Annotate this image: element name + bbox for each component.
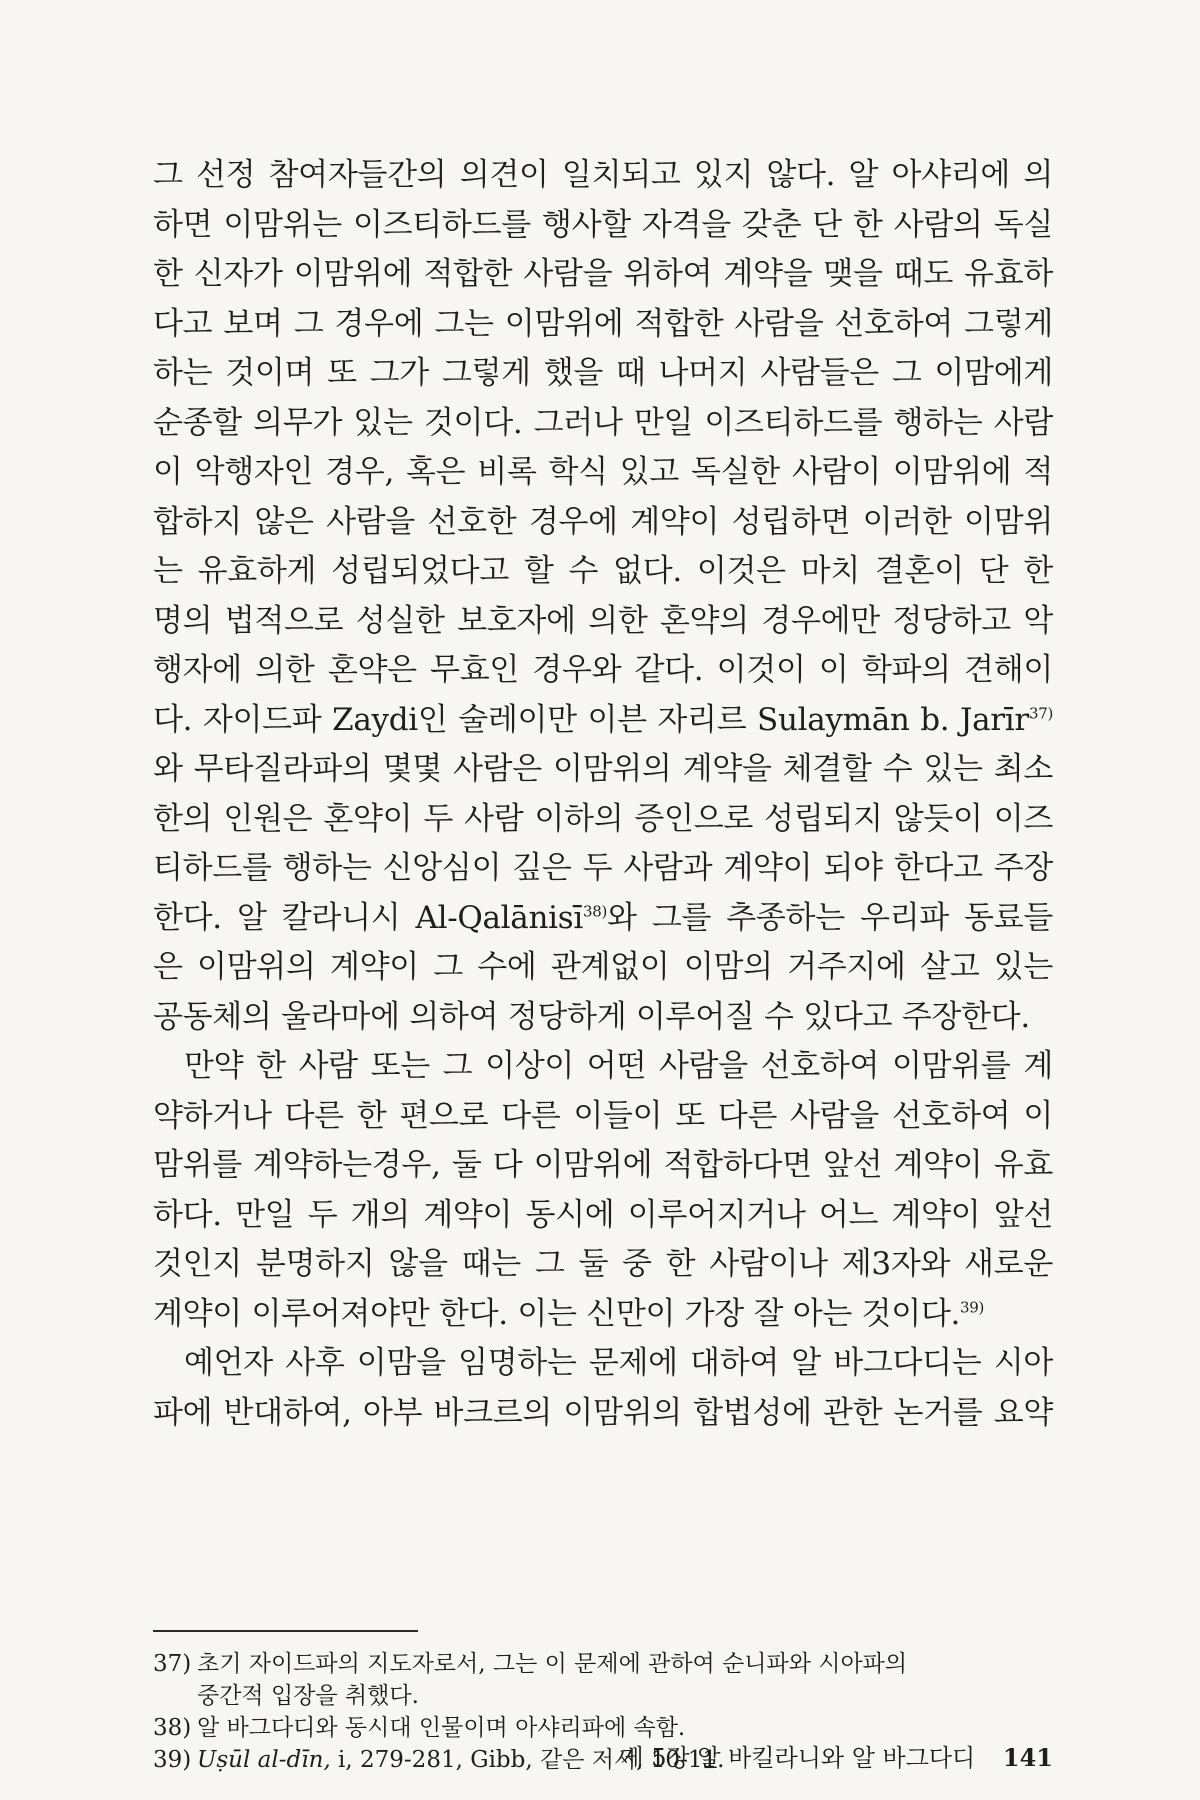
text-line-content: 공동체의 울라마에 의하여 정당하게 이루어질 수 있다고 주장한다. xyxy=(153,998,1030,1035)
text-line-content: 맘위를 계약하는경우, 둘 다 이맘위에 적합하다면 앞선 계약이 유효 xyxy=(153,1147,1053,1183)
text-line-content: 와 그를 추종하는 우리파 동료들 xyxy=(607,899,1053,936)
text-line-content: 명의 법적으로 성실한 보호자에 의한 혼약의 경우에만 정당하고 악 xyxy=(153,602,1053,639)
text-line xyxy=(153,1191,1053,1241)
text-line xyxy=(153,547,1053,597)
body-text xyxy=(153,151,1053,1438)
text-line xyxy=(153,1240,1053,1290)
text-line xyxy=(153,745,1053,795)
text-line-content: 하면 이맘위는 이즈티하드를 행사할 자격을 갖춘 단 한 사람의 독실 xyxy=(153,206,1053,243)
text-line-content: 파에 반대하여, 아부 바크르의 이맘위의 합법성에 관한 논거를 요약 xyxy=(153,1394,1053,1431)
text-line-content: 합하지 않은 사람을 선호한 경우에 계약이 성립하면 이러한 이맘위 xyxy=(153,503,1053,540)
text-line-content: 한의 인원은 혼약이 두 사람 이하의 증인으로 성립되지 않듯이 이즈 xyxy=(153,800,1053,837)
text-line-content: 하다. 만일 두 개의 계약이 동시에 이루어지거나 어느 계약이 앞선 xyxy=(153,1196,1053,1233)
text-line xyxy=(153,1042,1053,1092)
text-line-content: 행자에 의한 혼약은 무효인 경우와 같다. 이것이 이 학파의 견해이 xyxy=(153,652,1053,688)
text-line-content: 한다. 알 칼라니시 Al-Qalānisī xyxy=(153,899,583,936)
text-line-content: 그 선정 참여자들간의 의견이 일치되고 있지 않다. 알 아샤리에 의 xyxy=(153,157,1053,193)
text-line xyxy=(153,448,1053,498)
text-line xyxy=(153,1141,1053,1191)
text-line-content: 한 신자가 이맘위에 적합한 사람을 위하여 계약을 맺을 때도 유효하 xyxy=(153,256,1053,292)
text-line xyxy=(153,151,1053,201)
text-line xyxy=(153,1092,1053,1142)
text-line-content: 약하거나 다른 한 편으로 다른 이들이 또 다른 사람을 선호하여 이 xyxy=(153,1097,1053,1134)
footnote-text: i, 279-281, Gibb, 같은 저서, 10-11. xyxy=(330,1747,725,1773)
text-line-content: 예언자 사후 이맘을 임명하는 문제에 대하여 알 바그다디는 시아 xyxy=(184,1345,1053,1381)
text-line xyxy=(153,1339,1053,1389)
text-line-content: 것인지 분명하지 않을 때는 그 둘 중 한 사람이나 제3자와 새로운 xyxy=(153,1246,1053,1282)
text-line-content: 은 이맘위의 계약이 그 수에 관계없이 이맘의 거주지에 살고 있는 xyxy=(153,949,1053,985)
text-line-content: 이 악행자인 경우, 혹은 비록 학식 있고 독실한 사람이 이맘위에 적 xyxy=(153,454,1053,490)
text-line-content: 와 무타질라파의 몇몇 사람은 이맘위의 계약을 체결할 수 있는 최소 xyxy=(153,751,1053,787)
footnote-ref: 37) xyxy=(1028,704,1053,723)
text-line xyxy=(153,795,1053,845)
footnote-title: Uṣūl al-dīn, xyxy=(197,1747,331,1773)
footnote-text: 알 바그다디와 동시대 인물이며 아샤리파에 속함. xyxy=(197,1715,686,1741)
text-line xyxy=(153,894,1053,944)
text-line xyxy=(153,399,1053,449)
text-line-content: 순종할 의무가 있는 것이다. 그러나 만일 이즈티하드를 행하는 사람 xyxy=(153,404,1053,441)
text-line xyxy=(153,300,1053,350)
footnote-ref: 39) xyxy=(960,1298,985,1317)
footnote-ref: 38) xyxy=(582,902,608,921)
text-line-content: 만약 한 사람 또는 그 이상이 어떤 사람을 선호하여 이맘위를 계 xyxy=(184,1048,1053,1084)
footnote-number: 39) xyxy=(153,1747,192,1773)
text-line-content: 계약이 이루어져야만 한다. 이는 신만이 가장 잘 아는 것이다. xyxy=(153,1295,961,1332)
text-line xyxy=(153,1389,1053,1439)
text-line xyxy=(153,1290,1053,1340)
text-line xyxy=(153,250,1053,300)
text-line xyxy=(153,201,1053,251)
running-head: 제 5장 알 바킬라니와 알 바그다디 xyxy=(620,1744,976,1772)
page-number: 141 xyxy=(1002,1743,1053,1772)
text-line xyxy=(153,498,1053,548)
footnote-continuation: 중간적 입장을 취했다. xyxy=(197,1683,419,1709)
text-line-content: 다. 자이드파 Zaydi인 술레이만 이븐 자리르 Sulaymān b. Jarīr xyxy=(153,701,1029,738)
text-line xyxy=(153,597,1053,647)
footnote-number: 37) xyxy=(153,1651,192,1677)
text-line-content: 하는 것이며 또 그가 그렇게 했을 때 나머지 사람들은 그 이맘에게 xyxy=(153,355,1053,391)
page-footer xyxy=(620,1738,1053,1773)
text-line xyxy=(153,943,1053,993)
footnote xyxy=(153,1648,1053,1680)
footnote-text: 초기 자이드파의 지도자로서, 그는 이 문제에 관하여 순니파와 시아파의 xyxy=(197,1651,908,1677)
text-line-content: 티하드를 행하는 신앙심이 깊은 두 사람과 계약이 되야 한다고 주장 xyxy=(153,850,1053,886)
footnote-separator xyxy=(153,1630,418,1632)
text-line xyxy=(153,993,1053,1043)
text-line-content: 는 유효하게 성립되었다고 할 수 없다. 이것은 마치 결혼이 단 한 xyxy=(153,553,1053,589)
text-line xyxy=(153,349,1053,399)
text-line-content: 다고 보며 그 경우에 그는 이맘위에 적합한 사람을 선호하여 그렇게 xyxy=(153,305,1053,342)
text-line xyxy=(153,646,1053,696)
footnote-number: 38) xyxy=(153,1715,192,1741)
text-line xyxy=(153,844,1053,894)
text-line xyxy=(153,696,1053,746)
